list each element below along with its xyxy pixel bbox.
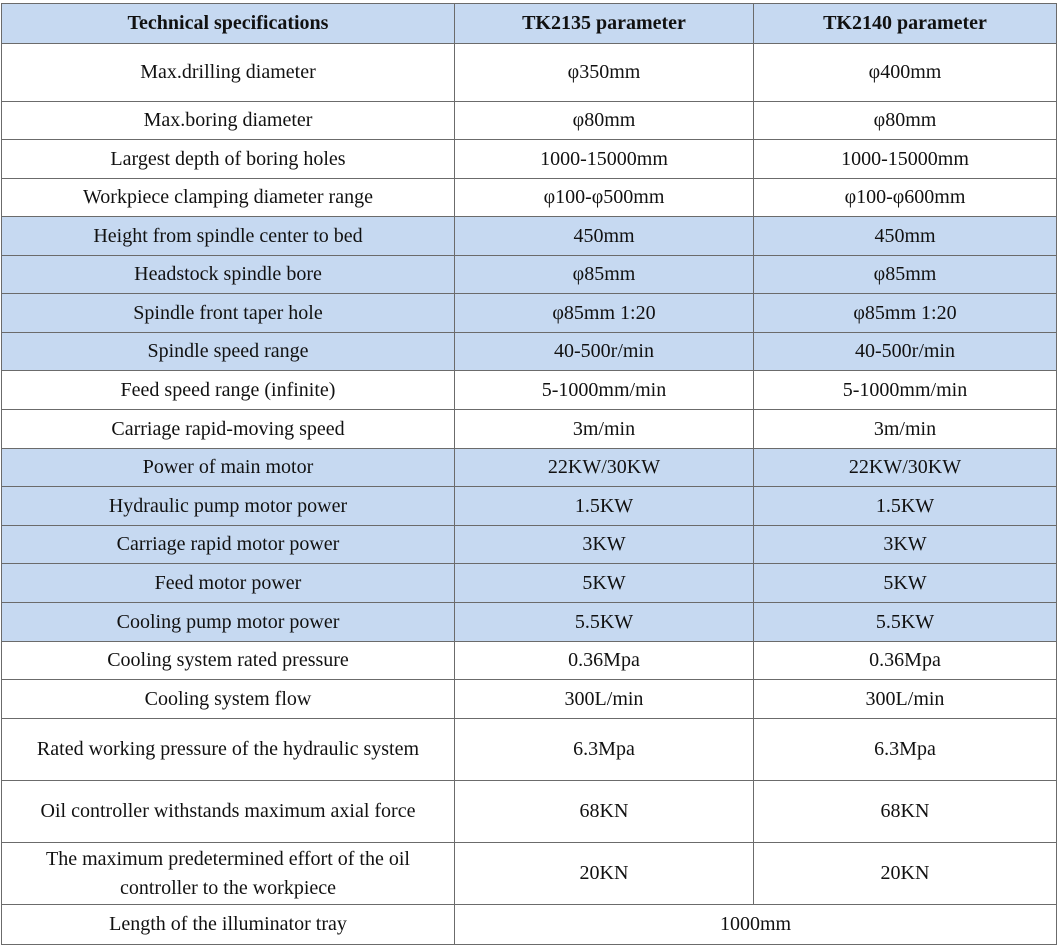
tk2135-value-cell: φ85mm bbox=[455, 256, 754, 294]
tk2135-value-cell: 68KN bbox=[455, 781, 754, 843]
spec-name-cell: Headstock spindle bore bbox=[2, 256, 455, 294]
tk2140-value-cell: 450mm bbox=[754, 217, 1057, 256]
spec-name-cell: Carriage rapid motor power bbox=[2, 526, 455, 564]
tk2135-value-cell: φ100-φ500mm bbox=[455, 179, 754, 217]
tk2135-value-cell: 40-500r/min bbox=[455, 333, 754, 371]
spec-name-cell: Largest depth of boring holes bbox=[2, 140, 455, 179]
table-row bbox=[2, 603, 1057, 642]
tk2135-value-cell: 5-1000mm/min bbox=[455, 371, 754, 410]
spec-name-cell: Workpiece clamping diameter range bbox=[2, 179, 455, 217]
tk2140-value-cell: 1.5KW bbox=[754, 487, 1057, 526]
tk2135-value-cell: 450mm bbox=[455, 217, 754, 256]
spec-name-cell: Cooling pump motor power bbox=[2, 603, 455, 642]
table-row bbox=[2, 642, 1057, 680]
spec-name-cell: Height from spindle center to bed bbox=[2, 217, 455, 256]
spec-name-cell: Hydraulic pump motor power bbox=[2, 487, 455, 526]
table-row bbox=[2, 410, 1057, 449]
spec-name-cell: The maximum predetermined effort of the oil controller to the workpiece bbox=[2, 843, 455, 905]
spec-name-cell: Max.boring diameter bbox=[2, 102, 455, 140]
spec-table bbox=[1, 3, 1057, 945]
spec-name-cell: Cooling system flow bbox=[2, 680, 455, 719]
tk2135-value-cell: 3KW bbox=[455, 526, 754, 564]
spec-name-cell: Rated working pressure of the hydraulic system bbox=[2, 719, 455, 781]
tk2135-value-cell: 3m/min bbox=[455, 410, 754, 449]
tk2140-value-cell: 1000-15000mm bbox=[754, 140, 1057, 179]
table-row bbox=[2, 781, 1057, 843]
tk2140-value-cell: φ85mm bbox=[754, 256, 1057, 294]
tk2135-value-cell: 20KN bbox=[455, 843, 754, 905]
spec-name-cell: Power of main motor bbox=[2, 449, 455, 487]
tk2135-value-cell: 22KW/30KW bbox=[455, 449, 754, 487]
tk2140-value-cell: φ400mm bbox=[754, 44, 1057, 102]
tk2140-value-cell: φ80mm bbox=[754, 102, 1057, 140]
spec-name-cell: Feed speed range (infinite) bbox=[2, 371, 455, 410]
header-cell-tk2140: TK2140 parameter bbox=[754, 4, 1057, 44]
tk2140-value-cell: 5KW bbox=[754, 564, 1057, 603]
table-row bbox=[2, 449, 1057, 487]
merged-value-cell: 1000mm bbox=[455, 905, 1057, 945]
table-row bbox=[2, 719, 1057, 781]
spec-table-body bbox=[2, 44, 1057, 905]
tk2135-value-cell: 300L/min bbox=[455, 680, 754, 719]
tk2140-value-cell: 40-500r/min bbox=[754, 333, 1057, 371]
table-row bbox=[2, 843, 1057, 905]
table-row-illuminator-tray bbox=[2, 905, 1057, 945]
table-row bbox=[2, 217, 1057, 256]
table-row bbox=[2, 102, 1057, 140]
tk2140-value-cell: 20KN bbox=[754, 843, 1057, 905]
spec-name-cell: Cooling system rated pressure bbox=[2, 642, 455, 680]
tk2135-value-cell: φ350mm bbox=[455, 44, 754, 102]
table-row bbox=[2, 564, 1057, 603]
tk2135-value-cell: 5.5KW bbox=[455, 603, 754, 642]
tk2135-value-cell: 5KW bbox=[455, 564, 754, 603]
header-cell-tk2135: TK2135 parameter bbox=[455, 4, 754, 44]
table-row bbox=[2, 179, 1057, 217]
tk2140-value-cell: φ100-φ600mm bbox=[754, 179, 1057, 217]
table-row bbox=[2, 44, 1057, 102]
tk2135-value-cell: φ85mm 1:20 bbox=[455, 294, 754, 333]
table-row bbox=[2, 294, 1057, 333]
tk2135-value-cell: 6.3Mpa bbox=[455, 719, 754, 781]
spec-name-cell: Carriage rapid-moving speed bbox=[2, 410, 455, 449]
tk2135-value-cell: 0.36Mpa bbox=[455, 642, 754, 680]
tk2140-value-cell: 3m/min bbox=[754, 410, 1057, 449]
table-row bbox=[2, 140, 1057, 179]
table-row bbox=[2, 256, 1057, 294]
spec-name-cell: Length of the illuminator tray bbox=[2, 905, 455, 945]
tk2135-value-cell: 1.5KW bbox=[455, 487, 754, 526]
tk2140-value-cell: 300L/min bbox=[754, 680, 1057, 719]
spec-name-cell: Spindle speed range bbox=[2, 333, 455, 371]
header-cell-spec: Technical specifications bbox=[2, 4, 455, 44]
header-row bbox=[2, 4, 1057, 44]
tk2140-value-cell: 5-1000mm/min bbox=[754, 371, 1057, 410]
tk2140-value-cell: 3KW bbox=[754, 526, 1057, 564]
table-row bbox=[2, 487, 1057, 526]
spec-name-cell: Max.drilling diameter bbox=[2, 44, 455, 102]
tk2135-value-cell: 1000-15000mm bbox=[455, 140, 754, 179]
table-row bbox=[2, 371, 1057, 410]
tk2140-value-cell: 6.3Mpa bbox=[754, 719, 1057, 781]
tk2135-value-cell: φ80mm bbox=[455, 102, 754, 140]
tk2140-value-cell: 68KN bbox=[754, 781, 1057, 843]
tk2140-value-cell: 5.5KW bbox=[754, 603, 1057, 642]
spec-name-cell: Spindle front taper hole bbox=[2, 294, 455, 333]
table-row bbox=[2, 333, 1057, 371]
table-row bbox=[2, 526, 1057, 564]
spec-name-cell: Feed motor power bbox=[2, 564, 455, 603]
tk2140-value-cell: φ85mm 1:20 bbox=[754, 294, 1057, 333]
tk2140-value-cell: 22KW/30KW bbox=[754, 449, 1057, 487]
table-row bbox=[2, 680, 1057, 719]
spec-name-cell: Oil controller withstands maximum axial force bbox=[2, 781, 455, 843]
tk2140-value-cell: 0.36Mpa bbox=[754, 642, 1057, 680]
